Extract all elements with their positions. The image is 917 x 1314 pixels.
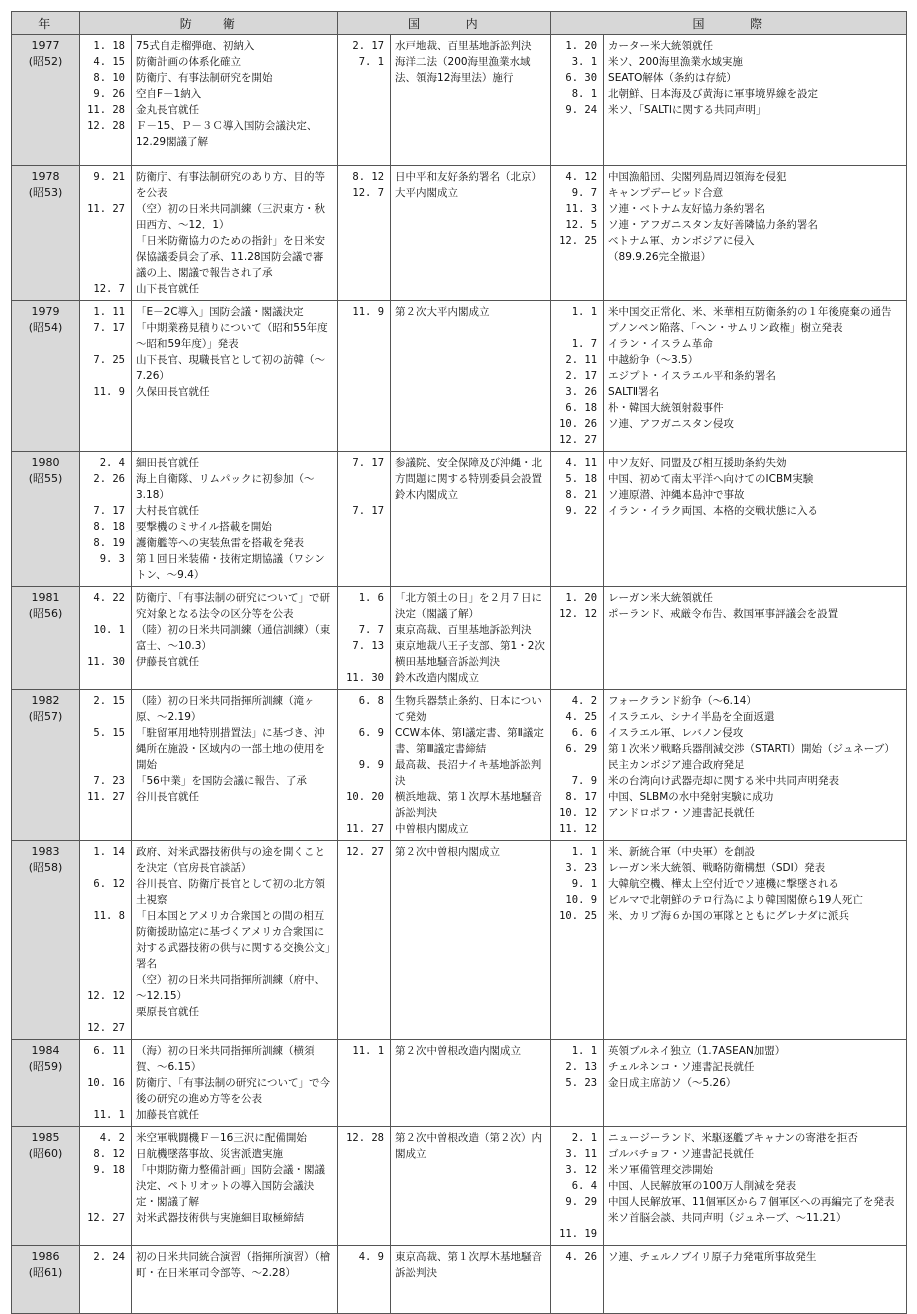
domestic-dates: 6. 8 6. 9 9. 9 10. 20 11. 27 [338,690,391,841]
year-cell [12,35,80,166]
year-cell [12,301,80,452]
defense-dates: 1. 11 7. 17 7. 25 11. 9 [80,301,132,452]
year-cell [12,690,80,841]
international-events: 英領ブルネイ独立（1.7ASEAN加盟） チェルネンコ・ソ連書記長就任 金日成主席訪ソ（～5.26） [604,1040,907,1127]
domestic-dates: 7. 17 7. 17 [338,452,391,587]
year-value: 1986 [31,1250,60,1263]
table-row [12,301,907,452]
table-row [12,166,907,301]
defense-dates: 2. 15 5. 15 7. 23 11. 27 [80,690,132,841]
domestic-events: 東京高裁、第１次厚木基地騒音訴訟判決 [391,1246,551,1314]
international-events: ソ連、チェルノブイリ原子力発電所事故発生 [604,1246,907,1314]
domestic-dates: 4. 9 [338,1246,391,1314]
year-value: 1979 [31,305,60,318]
year-value: 1981 [31,591,60,604]
international-dates: 2. 1 3. 11 3. 12 6. 4 9. 29 11. 19 [551,1127,604,1246]
table-row [12,452,907,587]
year-value: 1980 [31,456,60,469]
international-dates: 4. 12 9. 7 11. 3 12. 5 12. 25 [551,166,604,301]
defense-events: 防衛庁、有事法制研究のあり方、目的等を公表 （空）初の日米共同訓練（三沢東方・秋田西方、～12．1） 「日米防衛協力のための指針」を日米安保協議委員会了承、11.28国防会議で審議の上、閣議で報告され了承 山下長官就任 [132,166,338,301]
era-value: (昭61) [28,1266,63,1279]
defense-dates: 4. 2 8. 12 9. 18 12. 27 [80,1127,132,1246]
domestic-dates: 12. 27 [338,841,391,1040]
era-value: (昭52) [28,55,63,68]
defense-dates: 6. 11 10. 16 11. 1 [80,1040,132,1127]
international-dates: 1. 1 1. 7 2. 11 2. 17 3. 26 6. 18 10. 26 12. 27 [551,301,604,452]
table-row [12,690,907,841]
table-row [12,1127,907,1246]
defense-dates: 2. 4 2. 26 7. 17 8. 18 8. 19 9. 3 [80,452,132,587]
era-value: (昭54) [28,321,63,334]
defense-events: （海）初の日米共同指揮所訓練（横須賀、～6.15） 防衛庁、「有事法制の研究について」で今後の研究の進め方等を公表 加藤長官就任 [132,1040,338,1127]
header-row [12,12,907,35]
domestic-events: 第２次大平内閣成立 [391,301,551,452]
era-value: (昭59) [28,1060,63,1073]
domestic-events: 第２次中曽根改造（第２次）内閣成立 [391,1127,551,1246]
domestic-events: 生物兵器禁止条約、日本について発効 CCW本体、第Ⅰ議定書、第Ⅱ議定書、第Ⅲ議定書締結 最高裁、長沼ナイキ基地訴訟判決 横浜地裁、第１次厚木基地騒音訴訟判決 中曽根内閣成立 [391,690,551,841]
international-dates: 1. 1 2. 13 5. 23 [551,1040,604,1127]
year-cell [12,587,80,690]
era-value: (昭57) [28,710,63,723]
defense-dates: 4. 22 10. 1 11. 30 [80,587,132,690]
year-value: 1977 [31,39,60,52]
table-row [12,1040,907,1127]
domestic-events: 参議院、安全保障及び沖縄・北方問題に関する特別委員会設置 鈴木内閣成立 [391,452,551,587]
domestic-dates: 2. 17 7. 1 [338,35,391,166]
era-value: (昭60) [28,1147,63,1160]
domestic-dates: 11. 9 [338,301,391,452]
year-value: 1984 [31,1044,60,1057]
international-dates: 4. 26 [551,1246,604,1314]
domestic-events: 「北方領土の日」を２月７日に決定（閣議了解） 東京高裁、百里基地訴訟判決 東京地裁八王子支部、第1・2次横田基地騒音訴訟判決 鈴木改造内閣成立 [391,587,551,690]
table-row [12,587,907,690]
year-value: 1982 [31,694,60,707]
era-value: (昭58) [28,861,63,874]
year-cell [12,1040,80,1127]
international-events: レーガン米大統領就任 ポーランド、戒厳令布告、救国軍事評議会を設置 [604,587,907,690]
year-cell [12,841,80,1040]
domestic-events: 第２次中曽根内閣成立 [391,841,551,1040]
year-value: 1983 [31,845,60,858]
international-events: フォークランド紛争（～6.14） イスラエル、シナイ半島を全面返還 イスラエル軍、レバノン侵攻 第１次米ソ戦略兵器削減交渉（STARTⅠ）開始（ジュネーブ） 民主カンボジア連合政府発足 米の台湾向け武器売却に関する米中共同声明発表 中国、SLBMの水中発射実験に成功 アンドロポフ・ソ連書記長就任 [604,690,907,841]
defense-events: 政府、対米武器技術供与の途を開くことを決定（官房長官談話） 谷川長官、防衛庁長官として初の北方領土視察 「日本国とアメリカ合衆国との間の相互防衛援助協定に基づくアメリカ合衆国に対する武器技術の供与に関する交換公文」署名 （空）初の日米共同指揮所訓練（府中、～12.15） 栗原長官就任 [132,841,338,1040]
domestic-dates: 8. 12 12. 7 [338,166,391,301]
international-dates: 1. 20 12. 12 [551,587,604,690]
year-cell [12,1127,80,1246]
table-row [12,841,907,1040]
international-events: カーター米大統領就任 米ソ、200海里漁業水域実施 SEATO解体（条約は存続） 北朝鮮、日本海及び黄海に軍事境界線を設定 米ソ、「SALTⅠに関する共同声明」 [604,35,907,166]
international-dates: 1. 20 3. 1 6. 30 8. 1 9. 24 [551,35,604,166]
header-defense: 防 衛 [80,12,338,35]
international-events: ニュージーランド、米駆逐艦ブキャナンの寄港を拒否 ゴルバチョフ・ソ連書記長就任 米ソ軍備管理交渉開始 中国、人民解放軍の100万人削減を発表 中国人民解放軍、11個軍区から７個軍区への再編完了を発表 米ソ首脳会談、共同声明（ジュネーブ、～11.21） [604,1127,907,1246]
era-value: (昭56) [28,607,63,620]
era-value: (昭55) [28,472,63,485]
domestic-events: 第２次中曽根改造内閣成立 [391,1040,551,1127]
defense-dates: 1. 14 6. 12 11. 8 12. 12 12. 27 [80,841,132,1040]
international-events: 中ソ友好、同盟及び相互援助条約失効 中国、初めて南太平洋へ向けてのICBM実験 ソ連原潜、沖縄本島沖で事故 イラン・イラク両国、本格的交戦状態に入る [604,452,907,587]
defense-events: 米空軍戦闘機Ｆ－16三沢に配備開始 日航機墜落事故、災害派遣実施 「中期防衛力整備計画」国防会議・閣議決定、ペトリオットの導入国防会議決定・閣議了解 対米武器技術供与実施細目取極締結 [132,1127,338,1246]
international-events: 中国漁船団、尖閣列島周辺領海を侵犯 キャンプデービッド合意 ソ連・ベトナム友好協力条約署名 ソ連・アフガニスタン友好善隣協力条約署名 ベトナム軍、カンボジアに侵入 （89.9.26完全撤退） [604,166,907,301]
year-value: 1985 [31,1131,60,1144]
year-cell [12,452,80,587]
header-year: 年 [12,12,80,35]
year-cell [12,166,80,301]
header-domestic: 国 内 [338,12,551,35]
table-row [12,1246,907,1314]
year-cell [12,1246,80,1314]
international-events: 米中国交正常化、米、米華相互防衛条約の１年後廃棄の通告 プノンペン陥落、「ヘン・サムリン政権」樹立発表 イラン・イスラム革命 中越紛争（～3.5） エジプト・イスラエル平和条約署名 SALTⅡ署名 朴・韓国大統領射殺事件 ソ連、アフガニスタン侵攻 [604,301,907,452]
international-dates: 1. 1 3. 23 9. 1 10. 9 10. 25 [551,841,604,1040]
defense-dates: 1. 18 4. 15 8. 10 9. 26 11. 28 12. 28 [80,35,132,166]
defense-events: 75式自走榴弾砲、初納入 防衛計画の体系化確立 防衛庁、有事法制研究を開始 空自F－1納入 金丸長官就任 Ｆ－15、Ｐ－３Ｃ導入国防会議決定、 12.29閣議了解 [132,35,338,166]
domestic-events: 水戸地裁、百里基地訴訟判決 海洋二法（200海里漁業水域法、領海12海里法）施行 [391,35,551,166]
domestic-events: 日中平和友好条約署名（北京） 大平内閣成立 [391,166,551,301]
year-value: 1978 [31,170,60,183]
defense-events: 初の日米共同統合演習（指揮所演習）（檜町・在日米軍司令部等、～2.28） [132,1246,338,1314]
defense-dates: 9. 21 11. 27 12. 7 [80,166,132,301]
header-international: 国 際 [551,12,907,35]
international-dates: 4. 11 5. 18 8. 21 9. 22 [551,452,604,587]
defense-events: 細田長官就任 海上自衛隊、リムパックに初参加（～3.18） 大村長官就任 要撃機のミサイル搭載を開始 護衛艦等への実装魚雷を搭載を発表 第１回日米装備・技術定期協議（ワシントン、～9.4） [132,452,338,587]
international-dates: 4. 2 4. 25 6. 6 6. 29 7. 9 8. 17 10. 12 11. 12 [551,690,604,841]
international-events: 米、新統合軍（中央軍）を創設 レーガン米大統領、戦略防衛構想（SDI）発表 大韓航空機、樺太上空付近でソ連機に撃墜される ビルマで北朝鮮のテロ行為により韓国閣僚ら19人死亡 米、カリブ海６か国の軍隊とともにグレナダに派兵 [604,841,907,1040]
domestic-dates: 1. 6 7. 7 7. 13 11. 30 [338,587,391,690]
chronology-table [11,11,907,1314]
defense-dates: 2. 24 [80,1246,132,1314]
defense-events: 防衛庁、「有事法制の研究について」で研究対象となる法令の区分等を公表 （陸）初の日米共同訓練（通信訓練）（東富士、～10.3） 伊藤長官就任 [132,587,338,690]
defense-events: 「E－2C導入」国防会議・閣議決定 「中期業務見積りについて（昭和55年度～昭和59年度）」発表 山下長官、現職長官として初の訪韓（～7.26） 久保田長官就任 [132,301,338,452]
era-value: (昭53) [28,186,63,199]
table-row [12,35,907,166]
defense-events: （陸）初の日米共同指揮所訓練（滝ヶ原、～2.19） 「駐留軍用地特別措置法」に基づき、沖縄所在施設・区域内の一部土地の使用を開始 「56中業」を国防会議に報告、了承 谷川長官就任 [132,690,338,841]
domestic-dates: 12. 28 [338,1127,391,1246]
domestic-dates: 11. 1 [338,1040,391,1127]
